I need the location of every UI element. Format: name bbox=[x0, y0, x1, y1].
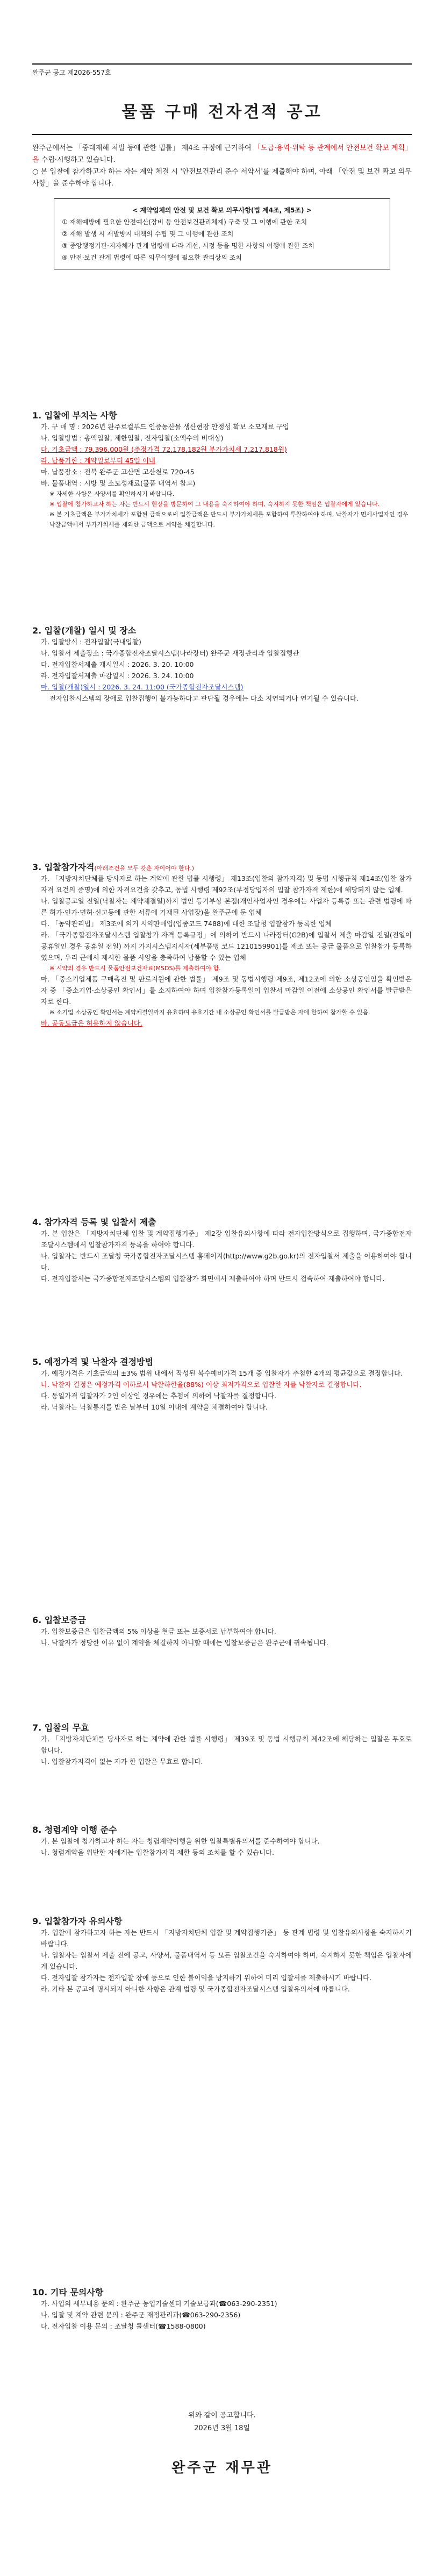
closing-date: 2026년 3월 18일 bbox=[194, 2424, 250, 2432]
top-rule bbox=[32, 63, 412, 65]
section-line: 가. 사업의 세부내용 문의 : 완주군 농업기술센터 기술보급과(☎063-290-2351) bbox=[41, 2300, 277, 2308]
note: ※ 본 기초금액은 부가가치세가 포함된 금액으로써 입찰금액은 반드시 부가가치세를 포함하여 투찰하여야 하며, 낙찰자가 면세사업자인 경우 낙찰금액에서 부가가치세를 제외한 금액으로 계약을 체결합니다. bbox=[49, 511, 409, 528]
issuer-signature: 완주군 재무관 bbox=[171, 2460, 273, 2476]
section-line: 나. 입찰방법 : 총액입찰, 제한입찰, 전자입찰(소액수의 비대상) bbox=[41, 434, 224, 442]
section-line: 전자입찰시스템의 장애로 입찰집행이 불가능하다고 판단될 경우에는 다소 지연되거나 연기될 수 있습니다. bbox=[49, 694, 359, 702]
section-line: 가. 본 입찰은 「지방자치단체 입찰 및 계약집행기준」 제2장 입찰유의사항에 따라 전자입찰방식으로 집행하며, 국가종합전자조달시스템에서 입찰참가자격 등록을 하여야 합니다. bbox=[41, 1229, 412, 1249]
section-line: 가. 입찰보증금은 입찰금액의 5% 이상을 현금 또는 보증서로 납부하여야 합니다. bbox=[41, 1627, 276, 1635]
section-line: 라. 낙찰자는 낙찰통지를 받은 날부터 10일 이내에 계약을 체결하여야 합니다. bbox=[41, 1403, 268, 1411]
section-line: 나. 낙찰자 결정은 예정가격 이하로서 낙찰하한율(88%) 이상 최저가격으로 입찰한 자를 낙찰자로 결정합니다. bbox=[41, 1380, 362, 1389]
note: ※ 시약의 경우 반드시 물품안전보건자료(MSDS)를 제출하여야 함. bbox=[49, 965, 221, 972]
section-line: 가. 입찰방식 : 전자입찰(국내입찰) bbox=[41, 638, 141, 646]
section-heading: 9. 입찰참가자 유의사항 bbox=[32, 1916, 123, 1926]
section-line: 마. 입찰(개찰)일시 : 2026. 3. 24. 11:00 (국가종합전자조달시스템) bbox=[41, 683, 244, 691]
section-line: 나. 입찰 및 계약 관련 문의 : 완주군 재정관리과(☎063-290-2356) bbox=[41, 2311, 241, 2319]
box-item: ③ 중앙행정기관·지자체가 관계 법령에 따라 개선, 시정 등을 명한 사항의 이행에 관한 조치 bbox=[62, 242, 314, 250]
section-line: 라. 전자입찰서제출 마감일시 : 2026. 3. 24. 10:00 bbox=[41, 672, 194, 680]
section-line: 나. 낙찰자가 정당한 이유 없이 계약을 체결하지 아니할 때에는 입찰보증금은 완주군에 귀속됩니다. bbox=[41, 1639, 328, 1647]
section-line: 다. 전자입찰서는 국가종합전자조달시스템의 입찰참가 화면에서 제출하여야 하며 반드시 접속하여 제출하여야 합니다. bbox=[41, 1275, 385, 1283]
title-rule bbox=[32, 134, 412, 135]
section-line: 마. 「중소기업제품 구매촉진 및 판로지원에 관한 법률」 제9조 및 동법시행령 제9조, 제12조에 의한 소상공인임을 확인받은 자 중 「중소기업·소상공인 확인서」를 소지하여야 하며 입찰참가등록일이 입찰서 마감일 이전에 소상공인 확인서를 발급받은 자로 한다. bbox=[41, 975, 412, 1006]
section-2 bbox=[32, 624, 412, 704]
section-heading: 2. 입찰(개찰) 일시 및 장소 bbox=[32, 625, 137, 636]
section-line: 다. 전자입찰서제출 개시일시 : 2026. 3. 20. 10:00 bbox=[41, 660, 194, 668]
notice-number: 완주군 공고 제2026-557호 bbox=[32, 69, 111, 76]
section-10 bbox=[32, 2286, 412, 2332]
obligations-box bbox=[54, 198, 390, 269]
section-line: 나. 입찰자는 입찰서 제출 전에 공고, 사양서, 물품내역서 등 모든 입찰조건을 숙지하여야 하며, 숙지하지 못한 책임은 입찰자에게 있습니다. bbox=[41, 1951, 412, 1970]
section-8 bbox=[32, 1823, 412, 1858]
section-line: 나. 입찰자는 반드시 조달청 국가종합전자조달시스템 홈페이지(http://www.g2b.go.kr)의 전자입찰서 제출을 이용하여야 합니다. bbox=[41, 1252, 412, 1271]
section-line: 가. 구 매 명 : 2026년 완주로컬푸드 인증농산물 생산현장 안정성 확보 소모재료 구입 bbox=[41, 423, 290, 431]
section-9 bbox=[32, 1915, 412, 1995]
section-line: 다. 「농약관리법」 제3조에 의거 시약판매업(업종코드 7488)에 대한 조달청 입찰참가 등록한 업체 bbox=[41, 920, 332, 928]
section-heading: 7. 입찰의 무효 bbox=[32, 1723, 89, 1733]
closing-line: 위와 같이 공고합니다. bbox=[188, 2411, 256, 2420]
intro-para2: ○ 본 입찰에 참가하고자 하는 자는 계약 체결 시 '안전보건관리 준수 서약서'를 제출해야 하며, 아래 「안전 및 보건 확보 의무사항」을 준수해야 합니다. bbox=[32, 168, 412, 188]
section-line: 다. 동일가격 입찰자가 2인 이상인 경우에는 추첨에 의하여 낙찰자를 결정합니다. bbox=[41, 1392, 277, 1400]
note: ※ 소기업 소상공인 확인서는 계약체결일까지 유효하며 유효기간 내 소상공인 확인서를 발급받은 자에 한하여 참가할 수 있음. bbox=[49, 1009, 370, 1016]
section-line: 나. 입찰서 제출장소 : 국가종합전자조달시스템(나라장터) 완주군 재정관리과 입찰집행관 bbox=[41, 649, 299, 657]
section-line: 다. 전자입찰 참가자는 전자입찰 장애 등으로 인한 불이익을 방지하기 위하여 미리 입찰서를 제출하시기 바랍니다. bbox=[41, 1974, 372, 1982]
section-heading: 5. 예정가격 및 낙찰자 결정방법 bbox=[32, 1357, 153, 1367]
note: ※ 입찰에 참가하고자 하는 자는 반드시 현장을 방문하여 그 내용을 숙지하여야 하며, 숙지하지 못한 책임은 입찰자에게 있습니다. bbox=[49, 501, 380, 508]
section-line: 가. 입찰에 참가하고자 하는 자는 반드시 「지방자치단체 입찰 및 계약집행기준」 등 관계 법령 및 입찰유의사항을 숙지하시기 바랍니다. bbox=[41, 1929, 412, 1948]
section-line: 라. 기타 본 공고에 명시되지 아니한 사항은 관계 법령 및 국가종합전자조달시스템 입찰유의서에 따릅니다. bbox=[41, 1985, 350, 1993]
section-heading: 3. 입찰참가자격(아래조건을 모두 갖춘 자이어야 한다.) bbox=[32, 862, 194, 872]
section-line: 가. 예정가격은 기초금액의 ±3% 범위 내에서 작성된 복수예비가격 15개 중 입찰자가 추첨한 4개의 평균값으로 결정합니다. bbox=[41, 1369, 403, 1377]
section-heading: 4. 참가자격 등록 및 입찰서 제출 bbox=[32, 1217, 156, 1227]
section-3 bbox=[32, 860, 412, 1029]
section-line: 가. 본 입찰에 참가하고자 하는 자는 청렴계약이행을 위한 입찰특별유의서를 준수하여야 합니다. bbox=[41, 1837, 320, 1845]
box-title: < 계약업체의 안전 및 보건 확보 의무사항(법 제4조, 제5조) > bbox=[132, 207, 312, 214]
intro-para1: 완주군에서는 「중대재해 처벌 등에 관한 법률」 제4조 규정에 근거하여 「도급·용역·위탁 등 관계에서 안전보건 확보 계획」을 수립·시행하고 있습니다. bbox=[32, 144, 412, 164]
section-6 bbox=[32, 1613, 412, 1648]
section-line: 가. 「지방자치단체를 당사자로 하는 계약에 관한 법률 시행령」 제13조(입찰의 참가자격) 및 동법 시행규칙 제14조(입찰 참가자격 요건의 증명)에 의한 자격요건을 갖추고, 동법 시행령 제92조(부정당업자의 입찰 참가자격 제한)에 해당되지 않는 업체. bbox=[41, 874, 412, 894]
box-item: ④ 안전·보건 관계 법령에 따른 의무이행에 필요한 관리상의 조치 bbox=[62, 254, 242, 261]
section-line: 라. 「국가종합전자조달시스템 입찰참가 자격 등록규정」에 의하여 반드시 나라장터(G2B)에 입찰서 제출 마감일 전일(전일이 공휴일인 경우 공휴일 전일) 까지 가지시스템지시자(세부품명 코드 1210159901)를 제조 또는 공급 물품으로 입찰참가 등록하였으며, 우리 군에서 제시한 물품 사양을 충족하여 납품할 수 있는 업체 bbox=[41, 931, 412, 962]
section-4 bbox=[32, 1215, 412, 1284]
section-5 bbox=[32, 1355, 412, 1413]
section-7 bbox=[32, 1721, 412, 1767]
note: ※ 자세한 사항은 사양서를 확인하시기 바랍니다. bbox=[49, 490, 175, 497]
section-heading: 1. 입찰에 부치는 사항 bbox=[32, 410, 117, 421]
section-heading: 10. 기타 문의사항 bbox=[32, 2287, 104, 2297]
section-1 bbox=[32, 409, 412, 530]
section-heading: 8. 청렴계약 이행 준수 bbox=[32, 1825, 117, 1835]
section-line: 바. 공동도급은 허용하지 않습니다. bbox=[41, 1019, 142, 1027]
section-line: 라. 납품기한 : 계약일로부터 45일 이내 bbox=[41, 457, 156, 465]
section-line: 다. 전자입찰 이용 문의 : 조달청 콜센터(☎1588-0800) bbox=[41, 2322, 206, 2330]
section-line: 나. 청렴계약을 위반한 자에게는 입찰참가자격 제한 등의 조치를 할 수 있습니다. bbox=[41, 1848, 275, 1856]
box-item: ② 재해 발생 시 재발방지 대책의 수립 및 그 이행에 관한 조치 bbox=[62, 230, 234, 238]
intro bbox=[32, 143, 412, 190]
section-line: 다. 기초금액 : 79,396,000원 (추정가격 72,178,182원 부가가치세 7,217,818원) bbox=[41, 445, 287, 453]
section-line: 나. 입찰참가자격이 없는 자가 한 입찰은 무효로 합니다. bbox=[41, 1757, 203, 1766]
section-line: 마. 납품장소 : 전북 완주군 고산면 고산천로 720-45 bbox=[41, 468, 195, 476]
section-line: 가. 「지방자치단체를 당사자로 하는 계약에 관한 법률 시행령」 제39조 및 동법 시행규칙 제42조에 해당하는 입찰은 무효로 합니다. bbox=[41, 1735, 412, 1754]
footer bbox=[32, 2409, 412, 2477]
section-line: 나. 입찰공고일 전일(낙찰자는 계약체결일)까지 법인 등기부상 본점(개인사업자인 경우에는 사업자 등록증 또는 관련 법령에 따른 허가·인가·면허·신고등에 관한 서류에 기재된 사업장)을 완주군에 둔 업체 bbox=[41, 897, 412, 916]
box-item: ① 재해예방에 필요한 안전예산(장비 등 안전보건관리체계) 구축 및 그 이행에 관한 조치 bbox=[62, 218, 307, 226]
section-line: 바. 물품내역 : 시방 및 소모성재료(물품 내역서 참고) bbox=[41, 479, 196, 487]
section-heading: 6. 입찰보증금 bbox=[32, 1615, 87, 1625]
page-title: 물품 구매 전자견적 공고 bbox=[121, 103, 323, 122]
